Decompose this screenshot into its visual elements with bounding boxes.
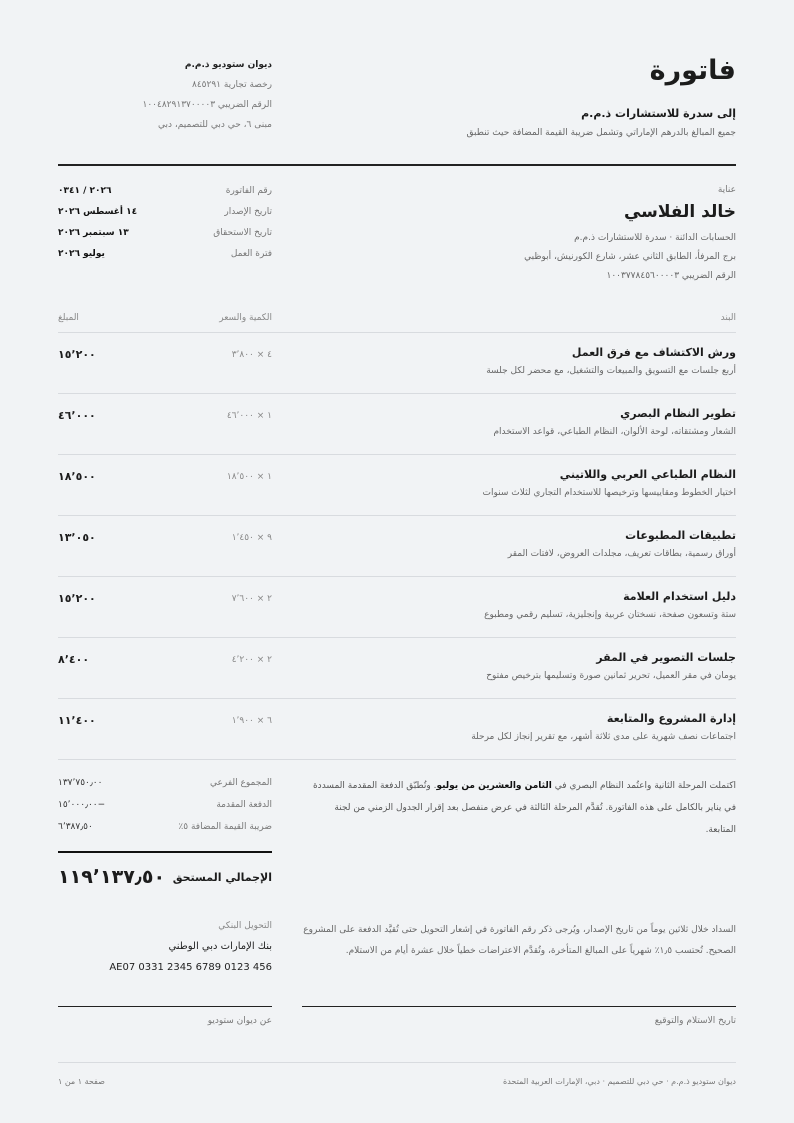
item-name: تطبيقات المطبوعات: [625, 529, 736, 542]
page-number: صفحة ١ من ١: [58, 1077, 105, 1086]
payment-terms: السداد خلال ثلاثين يوماً من تاريخ الإصدار، ويُرجى ذكر رقم الفاتورة في إشعار التحويل حتى تُقيَّد الدفعة على المشروع الصحيح. تُحتسب ١٫٥٪ شهرياً على المبالغ المتأخرة، وتُقدَّم الاعتراضات خطياً خلال عشرة أيام من الاستلام.: [303, 925, 736, 956]
meta-value: ٢٠٢٦ / ٠٣٤١: [58, 186, 112, 196]
item-quantity: ٢ × ٧٬٦٠٠: [231, 594, 272, 604]
meta-row: [58, 186, 272, 207]
item-description: أوراق رسمية، بطاقات تعريف، مجلدات العروض، لافتات المقر: [507, 549, 736, 559]
table-header-divider: [58, 332, 736, 333]
item-quantity: ٢ × ٤٬٢٠٠: [231, 655, 272, 665]
header-divider: [58, 164, 736, 166]
row-divider: [58, 576, 736, 577]
recipient-signature-label: تاريخ الاستلام والتوقيع: [654, 1016, 736, 1026]
recipient-company: إلى سدرة للاستشارات ذ.م.م: [581, 107, 736, 120]
grand-total: [58, 866, 272, 888]
meta-value: ١٣ سبتمبر ٢٠٢٦: [58, 228, 129, 238]
grand-total-label: الإجمالي المستحق: [172, 870, 272, 884]
total-divider: [58, 851, 272, 853]
client-name: خالد الفلاسي: [623, 202, 736, 222]
item-amount: ٨٬٤٠٠: [58, 653, 90, 666]
totals-label: المجموع الفرعي: [210, 778, 272, 788]
recipient-signature-line: [302, 1006, 736, 1007]
row-divider: [58, 515, 736, 516]
note-text: . وتُطبّق الدفعة المقدمة المسددة في يناير بالكامل على هذه الفاتورة. تُقدَّم المرحلة الثالثة في عرض منفصل بعد إقرار الجدول الزمني من لجنة المتابعة.: [312, 781, 736, 835]
item-name: دليل استخدام العلامة: [623, 590, 736, 603]
meta-label: تاريخ الإصدار: [224, 207, 272, 217]
item-amount: ١٥٬٢٠٠: [58, 592, 96, 605]
note-text: اكتملت المرحلة الثانية واعتُمد النظام البصري في: [551, 781, 736, 791]
totals-row: [58, 800, 272, 822]
meta-label: تاريخ الاستحقاق: [213, 228, 272, 238]
meta-value: ١٤ أغسطس ٢٠٢٦: [58, 207, 138, 217]
issuer-license: رخصة تجارية ٨٤٥٢٩١: [191, 80, 272, 90]
meta-label: رقم الفاتورة: [225, 186, 272, 196]
bank-label: التحويل البنكي: [218, 921, 272, 931]
row-divider: [58, 637, 736, 638]
row-divider: [58, 759, 736, 760]
totals-value: ١٣٧٬٧٥٠٫٠٠: [58, 778, 103, 788]
item-quantity: ٦ × ١٬٩٠٠: [231, 716, 272, 726]
item-quantity: ١ × ١٨٬٥٠٠: [226, 472, 272, 482]
totals-label: الدفعة المقدمة: [216, 800, 272, 810]
footer-address: ديوان ستوديو ذ.م.م · حي دبي للتصميم · دبي، الإمارات العربية المتحدة: [503, 1077, 736, 1086]
attention-label: عناية: [717, 185, 736, 195]
item-amount: ١٥٬٢٠٠: [58, 348, 96, 361]
invoice-title: فاتورة: [649, 55, 736, 86]
issuer-tax-id: الرقم الضريبي ١٠٠٤٨٢٩١٣٧٠٠٠٠٣: [142, 100, 272, 110]
totals-value: −١٥٬٠٠٠٫٠٠: [58, 800, 106, 810]
item-name: إدارة المشروع والمتابعة: [606, 712, 736, 725]
issuer-block: [58, 60, 272, 140]
item-amount: ١٨٬٥٠٠: [58, 470, 96, 483]
client-address: برج المرفأ، الطابق الثاني عشر، شارع الكورنيش، أبوظبي: [524, 252, 736, 262]
issuer-name: ديوان ستوديو ذ.م.م: [184, 60, 272, 70]
item-description: يومان في مقر العميل، تحرير ثمانين صورة وتسليمها بترخيص مفتوح: [486, 671, 736, 681]
bank-block: [58, 921, 272, 973]
bank-iban: AE07 0331 2345 6789 0123 456: [109, 962, 272, 973]
item-quantity: ٤ × ٣٬٨٠٠: [231, 350, 272, 360]
footer-divider: [58, 1062, 736, 1063]
item-amount: ٤٦٬٠٠٠: [58, 409, 96, 422]
item-amount: ١١٬٤٠٠: [58, 714, 96, 727]
client-address-block: [436, 233, 736, 290]
issuer-signature-line: [58, 1006, 272, 1007]
bank-name: بنك الإمارات دبي الوطني: [168, 941, 272, 952]
item-name: ورش الاكتشاف مع فرق العمل: [571, 346, 736, 359]
item-quantity: ١ × ٤٦٬٠٠٠: [226, 411, 272, 421]
item-amount: ١٣٬٠٥٠: [58, 531, 96, 544]
project-note: [302, 775, 736, 841]
invoice-meta: [58, 186, 272, 270]
item-name: جلسات التصوير في المقر: [596, 651, 736, 664]
totals-label: ضريبة القيمة المضافة ٥٪: [178, 822, 272, 832]
totals-row: [58, 822, 272, 844]
item-name: النظام الطباعي العربي واللاتيني: [559, 468, 736, 481]
meta-label: فترة العمل: [230, 249, 272, 259]
row-divider: [58, 698, 736, 699]
col-header-amount: المبلغ: [58, 313, 79, 323]
col-header-qty: الكمية والسعر: [219, 313, 272, 323]
col-header-item: البند: [720, 313, 736, 323]
totals-block: [58, 778, 272, 844]
item-description: الشعار ومشتقاته، لوحة الألوان، النظام الطباعي، قواعد الاستخدام: [493, 427, 736, 437]
issuer-address: مبنى ٦، حي دبي للتصميم، دبي: [158, 120, 272, 130]
issuer-signature-label: عن ديوان ستوديو: [207, 1016, 272, 1026]
meta-row: [58, 228, 272, 249]
item-description: اختيار الخطوط ومقاييسها وترخيصها للاستخدام التجاري لثلاث سنوات: [482, 488, 736, 498]
item-name: تطوير النظام البصري: [620, 407, 736, 420]
row-divider: [58, 454, 736, 455]
totals-row: [58, 778, 272, 800]
item-description: أربع جلسات مع التسويق والمبيعات والتشغيل، مع محضر لكل جلسة: [486, 366, 736, 376]
client-department: الحسابات الدائنة · سدرة للاستشارات ذ.م.م: [574, 233, 736, 243]
meta-value: يوليو ٢٠٢٦: [58, 249, 105, 259]
item-description: اجتماعات نصف شهرية على مدى ثلاثة أشهر، مع تقرير إنجاز لكل مرحلة: [471, 732, 736, 742]
grand-total-value: ١١٩٬١٣٧٫٥٠: [58, 866, 166, 888]
client-tax-id: الرقم الضريبي ١٠٠٣٧٧٨٤٥٦٠٠٠٠٣: [606, 271, 736, 281]
item-quantity: ٩ × ١٬٤٥٠: [231, 533, 272, 543]
currency-note: جميع المبالغ بالدرهم الإماراتي وتشمل ضريبة القيمة المضافة حيث تنطبق: [466, 128, 736, 138]
meta-row: [58, 207, 272, 228]
totals-value: ٦٬٣٨٧٫٥٠: [58, 822, 93, 832]
row-divider: [58, 393, 736, 394]
item-description: ستة وتسعون صفحة، نسختان عربية وإنجليزية، تسليم رقمي ومطبوع: [484, 610, 736, 620]
note-date: الثامن والعشرين من يوليو: [436, 781, 552, 791]
meta-row: [58, 249, 272, 270]
